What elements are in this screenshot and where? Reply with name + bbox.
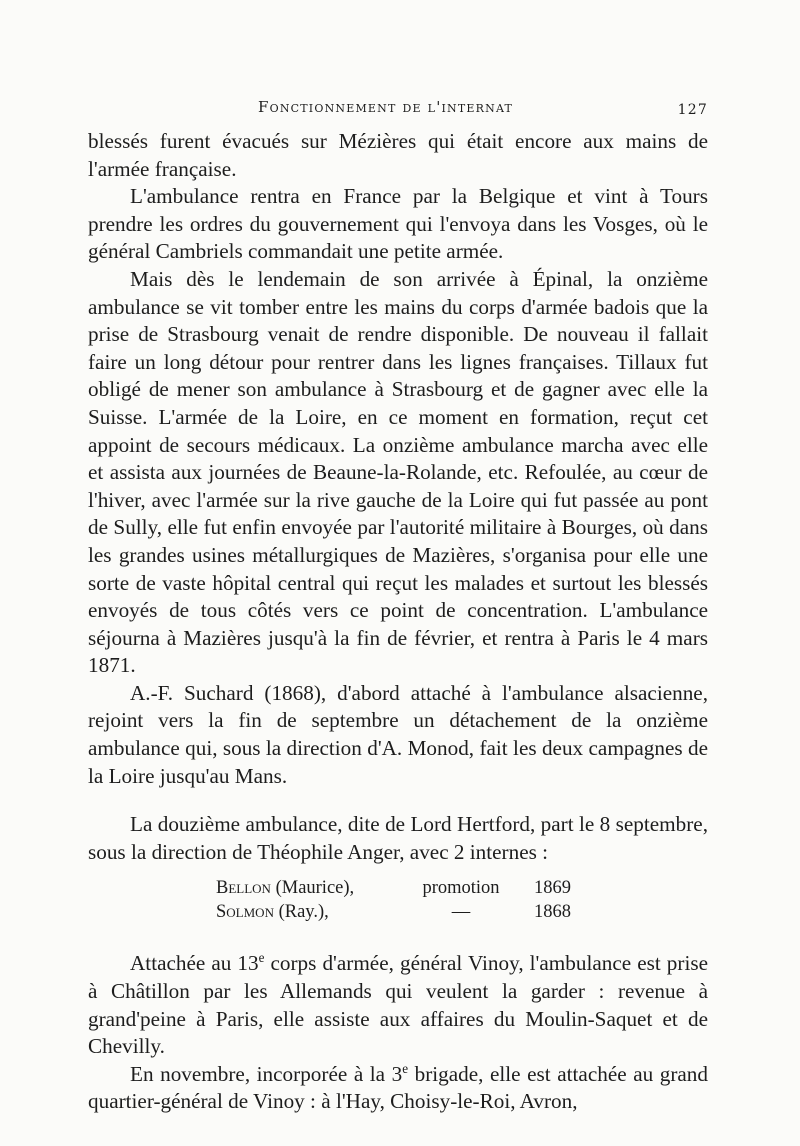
intern-name bbox=[216, 900, 411, 924]
ordinal-superscript: e bbox=[402, 1060, 409, 1076]
running-head bbox=[88, 98, 708, 118]
intern-year: 1869 bbox=[534, 878, 571, 899]
text-fragment: brigade, elle est attachée au grand quartier-général de Vinoy : à l'Hay, Choisy-le-Roi, Avron, bbox=[88, 1061, 708, 1114]
page-body bbox=[88, 128, 708, 1116]
interns-list bbox=[216, 876, 708, 924]
paragraph-thirteenth-corps bbox=[88, 950, 708, 1060]
intern-year: 1868 bbox=[534, 902, 571, 923]
text-fragment: En novembre, incorporée à la 3 bbox=[130, 1061, 403, 1086]
ordinal-superscript: e bbox=[258, 950, 265, 966]
intern-surname: Solmon bbox=[216, 902, 274, 923]
paragraph-epinal: Mais dès le lendemain de son arrivée à Épinal, la onzième ambulance se vit tomber entre les mains du corps d'armée badois que la prise de Strasbourg venait de rendre disponible. De nouveau il fallait faire un long détour pour rentrer dans les lignes françaises. Tillaux fut obligé de mener son ambulance à Strasbourg et de gagner avec elle la Suisse. L'armée de la Loire, en ce moment en formation, reçut cet appoint de secours médicaux. La onzième ambulance marcha avec elle et assista aux journées de Beaune-la-Rolande, etc. Refoulée, au cœur de l'hiver, avec l'armée sur la rive gauche de la Loire qui fut passée au pont de Sully, elle fut enfin envoyée par l'autorité militaire à Bourges, où dans les grandes usines métallurgiques de Mazières, s'organisa pour elle une sorte de vaste hôpital central qui reçut les malades et surtout les blessés envoyés de tous côtés vers ce point de concentration. L'ambulance séjourna à Mazières jusqu'à la fin de février, et rentra à Paris le 4 mars 1871. bbox=[88, 266, 708, 678]
text-fragment: Attachée au 13 bbox=[130, 951, 259, 976]
intern-given-name: (Ray.), bbox=[273, 902, 329, 923]
intern-promotion-label: promotion bbox=[422, 878, 500, 899]
intern-name bbox=[216, 876, 411, 900]
intern-promotion-label: — bbox=[451, 902, 471, 923]
paragraph-continuation: blessés furent évacués sur Mézières qui était encore aux mains de l'armée française. bbox=[88, 129, 708, 181]
paragraph-third-brigade bbox=[88, 1061, 708, 1116]
intern-row bbox=[216, 900, 708, 924]
paragraph-suchard: A.-F. Suchard (1868), d'abord attaché à l'ambulance alsacienne, rejoint vers la fin de septembre un détachement de la onzième ambulance qui, sous la direction d'A. Monod, fait les deux campagnes de la Loire jusqu'au Mans. bbox=[88, 680, 708, 788]
intern-given-name: (Maurice), bbox=[270, 878, 355, 899]
page-number: 127 bbox=[677, 102, 708, 118]
text-fragment: corps d'armée, général Vinoy, l'ambulance est prise à Châtillon par les Allemands qui veulent la garder : revenue à grand'peine à Paris, elle assiste aux affaires du Moulin-Saquet et de Chevilly. bbox=[88, 951, 708, 1059]
intern-row bbox=[216, 876, 708, 900]
paragraph-twelfth-ambulance: La douzième ambulance, dite de Lord Hertford, part le 8 septembre, sous la direction de Théophile Anger, avec 2 internes : bbox=[88, 812, 708, 864]
paragraph-return-to-france: L'ambulance rentra en France par la Belgique et vint à Tours prendre les ordres du gouvernement qui l'envoya dans les Vosges, où le général Cambriels commandait une petite armée. bbox=[88, 184, 708, 264]
section-gap bbox=[88, 790, 708, 811]
running-title: Fonctionnement de l'internat bbox=[258, 98, 514, 116]
intern-surname: Bellon bbox=[216, 878, 271, 899]
